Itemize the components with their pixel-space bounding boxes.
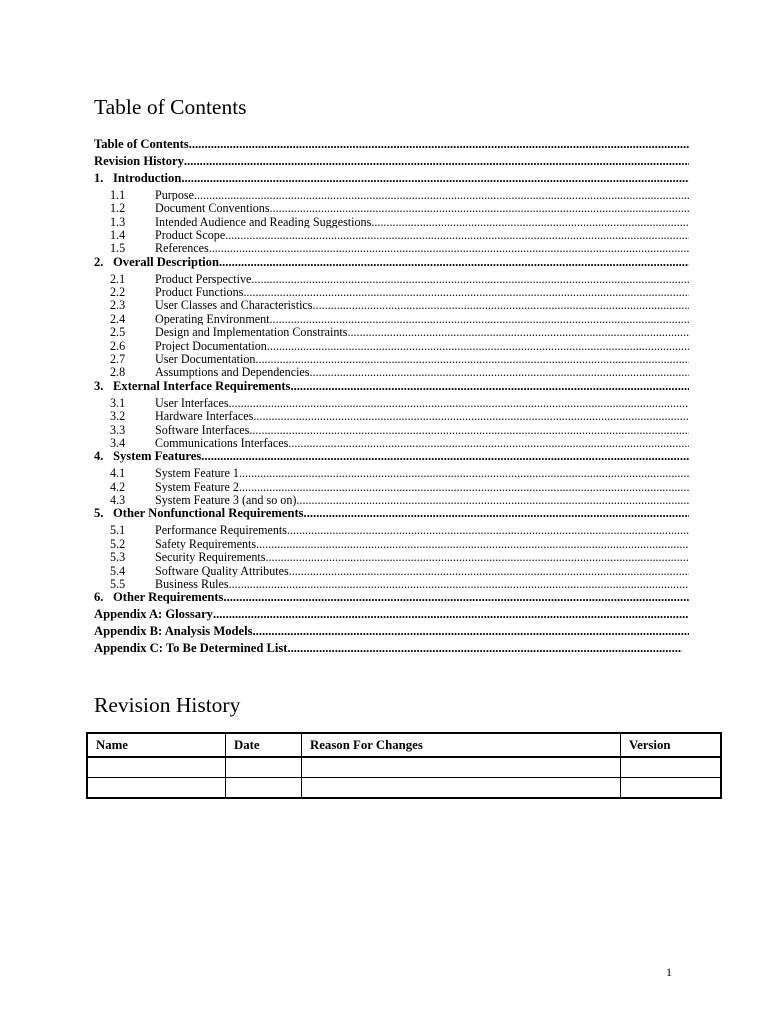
toc-entry[interactable] bbox=[110, 326, 689, 339]
column-header-name: Name bbox=[87, 733, 226, 757]
toc-entry[interactable] bbox=[110, 565, 689, 578]
toc-entry-title: Product Perspective bbox=[155, 272, 252, 286]
toc-entry-number: 2. bbox=[94, 255, 104, 269]
toc-entry[interactable] bbox=[110, 340, 689, 353]
toc-dot-leader bbox=[189, 138, 689, 151]
toc-entry-title: Appendix A: Glossary bbox=[94, 608, 213, 622]
toc-dot-leader bbox=[289, 565, 689, 578]
toc-entry[interactable] bbox=[94, 380, 689, 393]
toc-entry-number: 1.4 bbox=[110, 228, 126, 242]
toc-entry-number: 4.3 bbox=[110, 494, 126, 507]
toc-entry[interactable] bbox=[94, 625, 689, 638]
toc-dot-leader bbox=[371, 216, 689, 229]
toc-entry[interactable] bbox=[110, 578, 689, 591]
toc-entry-number: 3.1 bbox=[110, 396, 126, 410]
table-cell bbox=[621, 778, 722, 799]
toc-entry[interactable] bbox=[110, 551, 689, 564]
toc-entry[interactable] bbox=[110, 494, 689, 507]
toc-entry[interactable] bbox=[110, 467, 689, 480]
toc-dot-leader bbox=[251, 273, 689, 286]
toc-entry[interactable] bbox=[110, 524, 689, 537]
toc-entry[interactable] bbox=[110, 313, 689, 326]
toc-dot-leader bbox=[213, 608, 689, 621]
toc-entry-number: 5. bbox=[94, 507, 104, 521]
toc-entry[interactable] bbox=[110, 216, 689, 229]
toc-entry-title: External Interface Requirements bbox=[113, 379, 291, 393]
toc-entry[interactable] bbox=[94, 642, 682, 655]
toc-entry-number: 5.5 bbox=[110, 577, 126, 591]
toc-entry-number: 1.2 bbox=[110, 202, 126, 215]
toc-entry-title: Product Scope bbox=[155, 228, 226, 242]
toc-heading: Table of Contents bbox=[94, 95, 247, 119]
toc-entry-title: Document Conventions bbox=[155, 202, 270, 215]
column-header-version: Version bbox=[621, 733, 722, 757]
toc-entry-title: User Classes and Characteristics bbox=[155, 299, 313, 313]
table-cell bbox=[302, 778, 621, 799]
toc-entry-number: 2.5 bbox=[110, 326, 126, 339]
toc-entry-title: Software Quality Attributes bbox=[155, 564, 289, 578]
revision-history-heading: Revision History bbox=[94, 693, 241, 717]
toc-entry[interactable] bbox=[110, 202, 689, 215]
toc-entry-title: System Feature 3 (and so on) bbox=[155, 494, 297, 507]
toc-entry-number: 1.1 bbox=[110, 188, 126, 202]
toc-entry[interactable] bbox=[110, 481, 689, 494]
toc-dot-leader bbox=[225, 229, 689, 242]
toc-entry-number: 5.3 bbox=[110, 551, 126, 564]
table-cell bbox=[621, 757, 722, 778]
toc-dot-leader bbox=[243, 286, 689, 299]
toc-entry-number: 6. bbox=[94, 591, 104, 605]
toc-entry[interactable] bbox=[94, 256, 689, 269]
table-cell bbox=[226, 778, 302, 799]
page-number: 1 bbox=[666, 965, 672, 979]
revision-history-header-row bbox=[87, 733, 721, 757]
toc-entry-title: Appendix C: To Be Determined List bbox=[94, 642, 288, 655]
toc-dot-leader bbox=[310, 366, 689, 379]
toc-entry-title: Other Requirements bbox=[113, 591, 224, 605]
toc-entry[interactable] bbox=[110, 366, 689, 379]
toc-entry-number: 1. bbox=[94, 171, 104, 185]
toc-entry[interactable] bbox=[94, 507, 689, 520]
toc-entry-title: Introduction bbox=[113, 171, 182, 185]
toc-dot-leader bbox=[201, 450, 689, 463]
toc-entry-number: 4. bbox=[94, 450, 104, 464]
toc-dot-leader bbox=[223, 591, 689, 604]
toc-dot-leader bbox=[181, 172, 689, 185]
table-cell bbox=[87, 757, 226, 778]
toc-dot-leader bbox=[239, 467, 689, 480]
toc-dot-leader bbox=[256, 538, 689, 551]
toc-dot-leader bbox=[287, 642, 682, 655]
toc-entry-number: 1.5 bbox=[110, 242, 126, 255]
toc-entry-title: Table of Contents bbox=[94, 138, 189, 151]
toc-entry-title: User Interfaces bbox=[155, 396, 229, 410]
toc-entry[interactable] bbox=[94, 591, 689, 604]
column-header-reason: Reason For Changes bbox=[302, 733, 621, 757]
toc-entry-number: 3.2 bbox=[110, 410, 126, 423]
toc-entry[interactable] bbox=[110, 229, 689, 242]
toc-entry-title: Overall Description bbox=[113, 255, 219, 269]
toc-entry[interactable] bbox=[110, 424, 689, 437]
toc-entry-title: Revision History bbox=[94, 154, 184, 168]
toc-dot-leader bbox=[209, 242, 689, 255]
table-cell bbox=[87, 778, 226, 799]
toc-entry[interactable] bbox=[94, 608, 689, 621]
toc-dot-leader bbox=[290, 380, 689, 393]
toc-entry-title: References bbox=[155, 242, 209, 255]
toc-entry[interactable] bbox=[110, 286, 689, 299]
toc-entry-number: 4.1 bbox=[110, 467, 126, 480]
toc-dot-leader bbox=[270, 202, 689, 215]
toc-dot-leader bbox=[239, 481, 689, 494]
toc-entry-number: 4.2 bbox=[110, 480, 126, 494]
toc-dot-leader bbox=[249, 424, 689, 437]
toc-entry[interactable] bbox=[110, 437, 689, 450]
toc-entry-number: 2.1 bbox=[110, 272, 126, 286]
toc-entry[interactable] bbox=[94, 450, 689, 463]
toc-entry-title: Software Interfaces bbox=[155, 423, 250, 437]
toc-dot-leader bbox=[267, 340, 689, 353]
toc-entry-title: Hardware Interfaces bbox=[155, 410, 254, 423]
toc-dot-leader bbox=[184, 155, 689, 168]
toc-dot-leader bbox=[219, 256, 689, 269]
toc-dot-leader bbox=[313, 299, 689, 312]
toc-entry-number: 2.2 bbox=[110, 286, 126, 299]
toc-entry[interactable] bbox=[110, 242, 689, 255]
toc-entry-number: 3.4 bbox=[110, 436, 126, 450]
toc-entry-number: 2.6 bbox=[110, 339, 126, 353]
toc-entry-number: 2.4 bbox=[110, 312, 126, 326]
revision-history-table bbox=[86, 732, 722, 799]
toc-entry[interactable] bbox=[110, 189, 689, 202]
toc-entry-title: Security Requirements bbox=[155, 551, 266, 564]
toc-entry-title: Design and Implementation Constraints bbox=[155, 326, 348, 339]
toc-entry-title: Project Documentation bbox=[155, 339, 267, 353]
toc-entry[interactable] bbox=[110, 299, 689, 312]
toc-entry-title: Communications Interfaces bbox=[155, 436, 289, 450]
toc-dot-leader bbox=[253, 410, 689, 423]
toc-entry-number: 5.2 bbox=[110, 537, 126, 551]
toc-dot-leader bbox=[347, 326, 689, 339]
table-row bbox=[87, 778, 721, 799]
toc-dot-leader bbox=[288, 437, 689, 450]
toc-entry-title: Assumptions and Dependencies bbox=[155, 366, 310, 380]
toc-entry[interactable] bbox=[110, 410, 689, 423]
toc-dot-leader bbox=[229, 397, 689, 410]
toc-entry-title: Safety Requirements bbox=[155, 537, 257, 551]
toc-entry[interactable] bbox=[94, 172, 689, 185]
toc-entry-title: Operating Environment bbox=[155, 312, 270, 326]
toc-dot-leader bbox=[194, 189, 689, 202]
toc-entry-title: Intended Audience and Reading Suggestions bbox=[155, 215, 372, 229]
toc-dot-leader bbox=[287, 524, 689, 537]
toc-entry-title: System Features bbox=[113, 450, 202, 464]
table-cell bbox=[226, 757, 302, 778]
toc-entry[interactable] bbox=[110, 273, 689, 286]
toc-entry[interactable] bbox=[94, 138, 689, 151]
toc-entry-number: 1.3 bbox=[110, 215, 126, 229]
toc-entry-title: Other Nonfunctional Requirements bbox=[113, 507, 304, 521]
toc-entry[interactable] bbox=[110, 353, 689, 366]
toc-entry[interactable] bbox=[110, 397, 689, 410]
toc-entry-title: User Documentation bbox=[155, 353, 256, 366]
toc-entry-number: 3. bbox=[94, 379, 104, 393]
toc-dot-leader bbox=[270, 313, 689, 326]
toc-entry[interactable] bbox=[94, 155, 689, 168]
toc-entry-number: 2.7 bbox=[110, 353, 126, 366]
toc-dot-leader bbox=[304, 507, 689, 520]
toc-entry-title: Performance Requirements bbox=[155, 524, 287, 537]
toc-entry-title: Appendix B: Analysis Models bbox=[94, 625, 253, 639]
toc-entry[interactable] bbox=[110, 538, 689, 551]
toc-entry-title: Purpose bbox=[155, 188, 194, 202]
toc-entry-number: 5.4 bbox=[110, 564, 126, 578]
toc-dot-leader bbox=[255, 353, 689, 366]
table-cell bbox=[302, 757, 621, 778]
toc-entry-title: System Feature 1 bbox=[155, 467, 239, 480]
toc-entry-number: 2.8 bbox=[110, 366, 126, 380]
toc-entry-title: Business Rules bbox=[155, 577, 229, 591]
toc-entry-number: 2.3 bbox=[110, 299, 126, 313]
column-header-date: Date bbox=[226, 733, 302, 757]
toc-dot-leader bbox=[296, 494, 689, 507]
toc-dot-leader bbox=[266, 551, 690, 564]
toc-entry-number: 3.3 bbox=[110, 423, 126, 437]
table-row bbox=[87, 757, 721, 778]
toc-entry-title: System Feature 2 bbox=[155, 480, 239, 494]
toc-entry-title: Product Functions bbox=[155, 286, 244, 299]
toc-dot-leader bbox=[229, 578, 689, 591]
toc-dot-leader bbox=[253, 625, 689, 638]
toc-entry-number: 5.1 bbox=[110, 524, 126, 537]
